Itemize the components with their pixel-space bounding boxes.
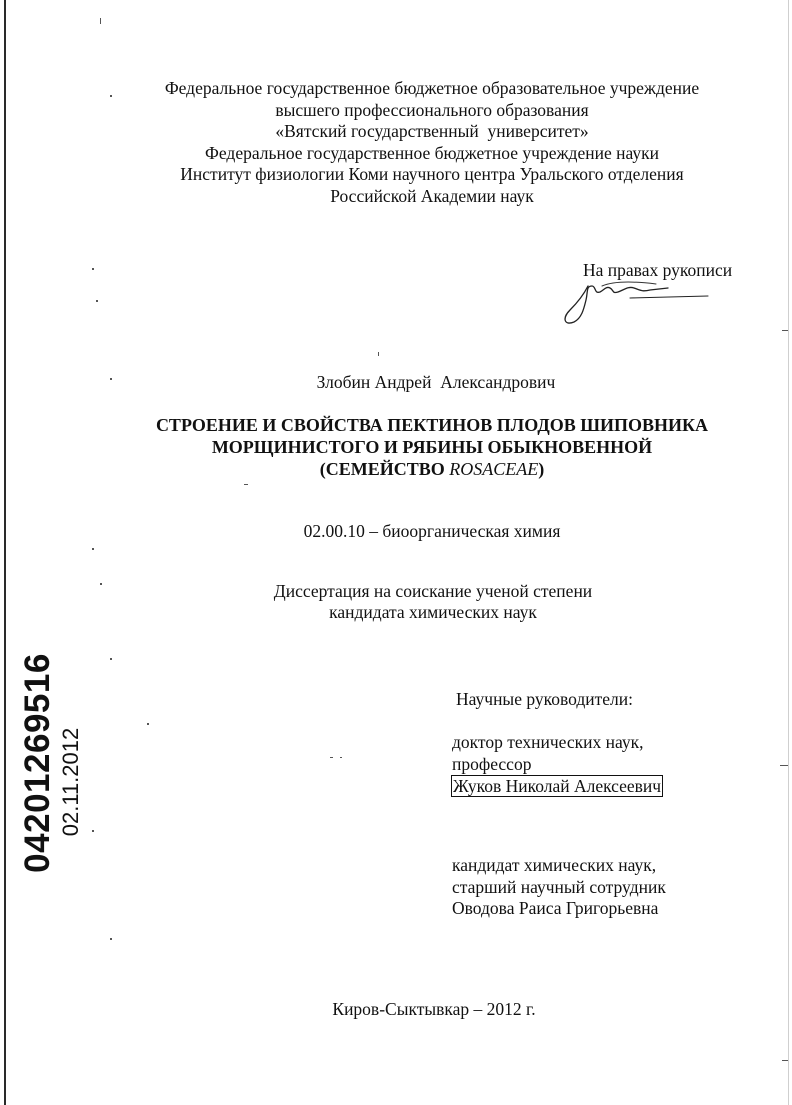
scan-speck [100,583,102,585]
supervisor-first [452,732,663,798]
supervisor-title: старший научный сотрудник [452,876,666,897]
place-and-year: Киров-Сыктывкар – 2012 г. [332,999,536,1019]
scan-speck [147,723,149,725]
title-line: СТРОЕНИЕ И СВОЙСТВА ПЕКТИНОВ ПЛОДОВ ШИПОВНИКА [155,415,709,435]
header-line: высшего профессионального образования [275,99,589,120]
scan-speck [782,1060,788,1061]
degree-line: Диссертация на соискание ученой степени [273,581,593,601]
scan-speck [378,352,379,356]
scan-speck [92,548,94,550]
supervisor-name: Жуков Николай Алексеевич [453,776,662,796]
scan-speck [330,757,333,758]
institution-header [0,78,792,207]
scan-speck [782,330,788,331]
scan-speck [92,268,94,270]
dissertation-title [0,414,792,480]
scan-speck [110,658,112,660]
scan-speck [110,938,112,940]
header-line: Федеральное государственное бюджетное образовательное учреждение [164,78,700,98]
supervisor-degree: доктор технических наук, [452,732,644,752]
title-line: МОРЩИНИСТОГО И РЯБИНЫ ОБЫКНОВЕННОЙ [211,437,653,457]
scan-speck [110,95,112,97]
title-latin-family: ROSACEAE [449,459,539,479]
supervisor-name: Оводова Раиса Григорьевна [452,898,659,918]
scan-speck [780,765,788,766]
author-name: Злобин Андрей Александрович [316,372,556,392]
scan-speck [110,378,112,380]
scan-speck [100,18,101,24]
degree-line: кандидата химических наук [329,602,537,622]
scan-speck [92,830,94,832]
header-line: Институт физиологии Коми научного центра Уральского отделения [180,164,684,184]
signature-image [556,272,716,332]
registration-date-stamp [56,720,86,844]
title-family-suffix: ) [538,459,545,479]
registration-number: 04201269516 [18,653,57,873]
supervisors-heading: Научные руководители: [456,689,633,709]
supervisor-title: профессор [452,753,532,774]
supervisor-second [452,855,666,920]
manuscript-note: На правах рукописи [583,260,733,280]
registration-date: 02.11.2012 [58,727,83,837]
title-family-prefix: (СЕМЕЙСТВО [319,459,450,479]
header-line: Российской Академии наук [330,185,534,206]
header-line: Федеральное государственное бюджетное учреждение науки [205,142,659,163]
title-line [0,458,792,480]
header-line: «Вятский государственный университет» [275,121,589,141]
specialty-code: 02.00.10 – биоорганическая химия [303,521,561,541]
degree-statement [0,581,792,623]
scan-speck [96,300,98,302]
scan-speck [340,757,342,758]
supervisor-degree: кандидат химических наук, [452,855,657,875]
scan-speck [244,484,248,485]
